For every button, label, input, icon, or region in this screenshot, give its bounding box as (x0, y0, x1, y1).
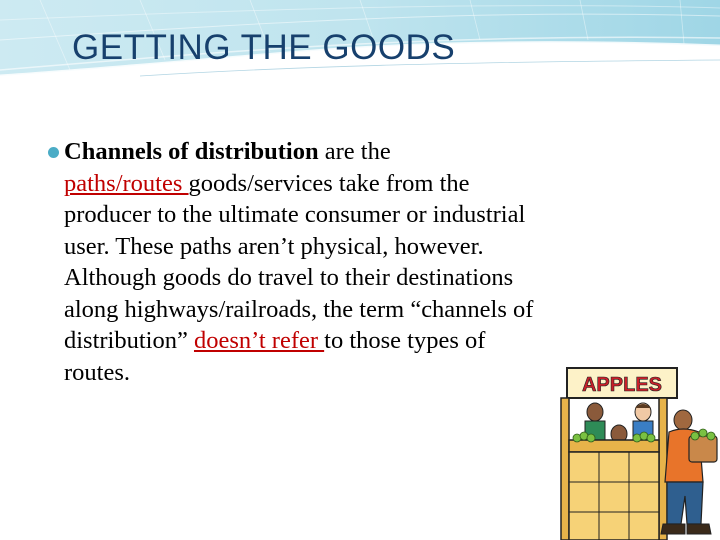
text-fragment: distribution” (64, 327, 194, 354)
slide-title: GETTING THE GOODS (72, 28, 456, 67)
bullet-icon (48, 147, 59, 158)
stand-post-left (561, 398, 569, 540)
text-line-2 (64, 168, 664, 200)
text-fragment: goods/services take from the (188, 169, 470, 197)
text-line-8: routes. (64, 358, 130, 386)
text-line-3: producer to the ultimate consumer or industrial (64, 201, 526, 228)
customer-head (674, 410, 692, 430)
stand-counter-front (569, 452, 659, 540)
text-line-6: along highways/railroads, the term “channels of (64, 295, 534, 323)
text-fragment: to those types of (324, 327, 486, 354)
text-fragment: are the (318, 138, 391, 165)
highlight-doesnt-refer: doesn’t refer (193, 327, 325, 354)
text-line-7 (64, 325, 664, 357)
text-line-5: Although goods do travel to their destinations (64, 264, 514, 291)
apples-sign-text: APPLES (581, 374, 663, 396)
text-line-1 (64, 136, 664, 168)
apple-stand-illustration (553, 364, 720, 540)
customer-pants (667, 482, 703, 524)
text-line-4: user. These paths aren’t physical, however. (64, 232, 484, 260)
body-paragraph (64, 136, 664, 388)
highlight-paths-routes: paths/routes (64, 169, 189, 197)
stand-counter-top (569, 440, 659, 452)
bold-term: Channels of distribution (64, 138, 319, 165)
